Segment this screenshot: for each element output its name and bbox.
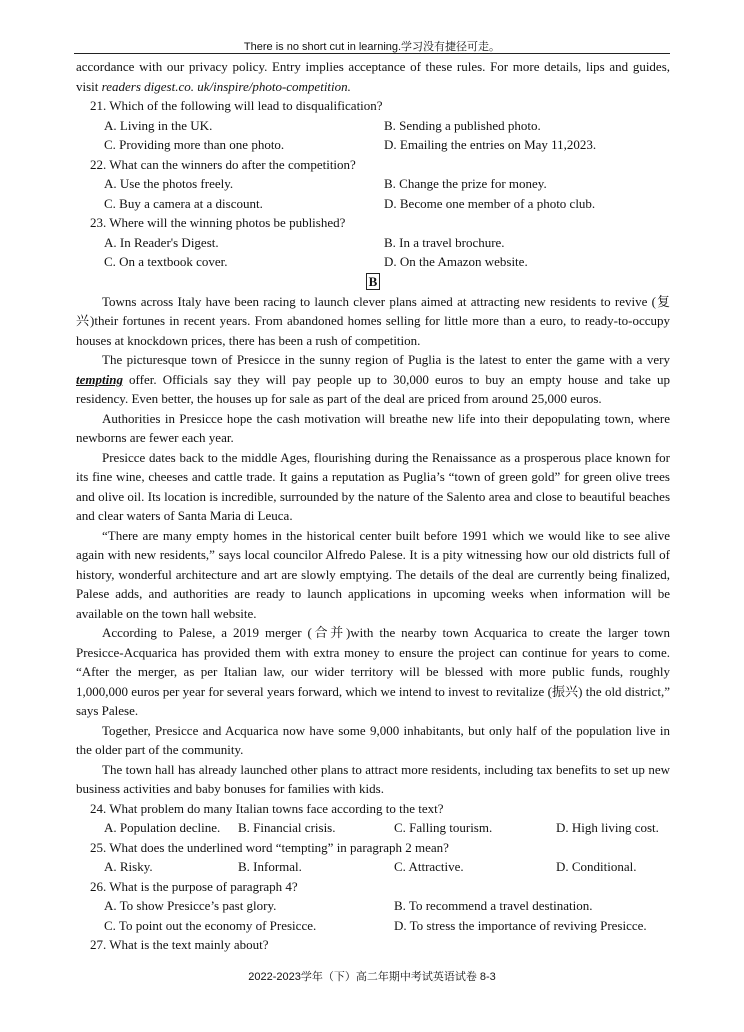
passage-paragraph-1: Towns across Italy have been racing to launch clever plans aimed at attracting new residents to revive (复兴)their fortunes in recent years. From abandoned homes selling for little more than a euro, to ready-to-occupy houses at knockdown prices, there has been a rush of competition. — [76, 293, 670, 348]
question-21-options-row-2 — [76, 135, 670, 155]
page-footer: 2022-2023学年（下）高二年期中考试英语试卷 8-3 — [248, 971, 496, 983]
paragraph-2-end: offer. Officials say they will pay people up to 30,000 euros to buy an empty house and take up residency. Even better, the houses up for sale as part of the deal are priced from around 25,000 euros. — [76, 371, 670, 406]
passage-paragraph-8: The town hall has already launched other plans to attract more residents, including tax benefits to set up new business activities and baby bonuses for families with kids. — [76, 761, 670, 796]
question-27-stem: 27. What is the text mainly about? — [90, 937, 269, 952]
question-23-options-row-1 — [76, 233, 670, 253]
option-26a: A. To show Presicce’s past glory. — [104, 898, 277, 913]
option-24d: D. High living cost. — [556, 820, 659, 835]
option-26b: B. To recommend a travel destination. — [394, 898, 593, 913]
intro-url: readers digest.co. uk/inspire/photo-competition. — [101, 78, 351, 94]
option-23a: A. In Reader's Digest. — [104, 234, 219, 250]
question-24-stem: 24. What problem do many Italian towns face according to the text? — [90, 800, 444, 816]
option-21d: D. Emailing the entries on May 11,2023. — [384, 137, 597, 152]
option-22c: C. Buy a camera at a discount. — [104, 195, 263, 211]
paragraph-2-start: The picturesque town of Presicce in the sunny region of Puglia is the latest to enter the game with a very — [102, 352, 670, 367]
question-21-options-row-1 — [76, 116, 670, 136]
question-24-options — [76, 818, 670, 838]
option-26d: D. To stress the importance of reviving Presicce. — [394, 917, 647, 933]
question-21-stem: 21. Which of the following will lead to disqualification? — [90, 98, 383, 113]
page-content — [76, 57, 670, 955]
option-26c: C. To point out the economy of Presicce. — [104, 917, 317, 933]
question-23-options-row-2 — [76, 252, 670, 272]
option-22a: A. Use the photos freely. — [104, 176, 234, 191]
option-24c: C. Falling tourism. — [394, 820, 493, 835]
section-b-label: B — [366, 273, 381, 290]
option-23d: D. On the Amazon website. — [384, 254, 528, 269]
option-21b: B. Sending a published photo. — [384, 117, 541, 133]
passage-paragraph-5: “There are many empty homes in the historical center built before 1991 which we would like to see alive again with new residents,” says local councilor Alfredo Palese. It is a pity witnessing how our old districts full of history, wonderful architecture and art are slowly emptying. The details of the deal are currently being finalized, Palese adds, and authorities are ready to launch applications in upcoming weeks when information will be available on the town hall website. — [76, 527, 670, 621]
option-22d: D. Become one member of a photo club. — [384, 195, 596, 211]
option-21a: A. Living in the UK. — [104, 117, 213, 133]
option-25d: D. Conditional. — [556, 859, 637, 874]
question-25-options — [76, 857, 670, 877]
question-22-options-row-2 — [76, 194, 670, 214]
option-25b: B. Informal. — [238, 859, 302, 874]
option-25a: A. Risky. — [104, 859, 153, 874]
option-23b: B. In a travel brochure. — [384, 234, 505, 250]
option-23c: C. On a textbook cover. — [104, 254, 228, 269]
page-header: There is no short cut in learning.学习没有捷径可走。 — [243, 41, 501, 53]
option-24b: B. Financial crisis. — [238, 820, 336, 835]
option-24a: A. Population decline. — [104, 820, 221, 835]
underlined-word-tempting: tempting — [76, 371, 123, 387]
question-22-stem: 22. What can the winners do after the competition? — [90, 156, 356, 172]
question-26-options-row-2 — [76, 916, 670, 936]
intro-line-1: accordance with our privacy policy. Entry implies acceptance of these rules. For more details, lips and — [76, 59, 629, 74]
question-26-stem: 26. What is the purpose of paragraph 4? — [90, 878, 298, 894]
option-21c: C. Providing more than one photo. — [104, 137, 285, 152]
passage-paragraph-6: According to Palese, a 2019 merger (合并)with the nearby town Acquarica to create the larger town Presicce-Acquarica has provided them with extra money to ensure the project can continue for years to come. “After the merger, as per Italian law, our wider territory will be blessed with more public funds, roughly 1,000,000 euros per year for several years forward, which we intend to invest to revitalize (振兴) the old district,” says Palese. — [76, 625, 670, 718]
passage-paragraph-4: Presicce dates back to the middle Ages, flourishing during the Renaissance as a prosperous place known for its fine wine, cheeses and cattle trade. It gains a reputation as Puglia’s “town of green gold” for green olive trees and olive oil. Its location is incredible, surrounded by the nature of the Salento area and close to beautiful beaches and clear waters of Santa Maria di Leuca. — [76, 449, 670, 523]
intro-line-2-text: guides, visit — [76, 59, 671, 94]
question-25-stem: 25. What does the underlined word “tempting” in paragraph 2 mean? — [90, 839, 449, 855]
question-26-options-row-1 — [76, 896, 670, 916]
question-22-options-row-1 — [76, 174, 670, 194]
passage-paragraph-3: Authorities in Presicce hope the cash motivation will breathe new life into their depopulating town, where newborns are fewer each year. — [76, 410, 670, 445]
header-rule — [74, 53, 670, 54]
passage-paragraph-2 — [76, 350, 670, 409]
passage-paragraph-7: Together, Presicce and Acquarica now have some 9,000 inhabitants, but only half of the population live in the older part of the community. — [76, 722, 670, 757]
section-b-heading — [76, 272, 670, 292]
intro-paragraph — [76, 57, 670, 96]
option-25c: C. Attractive. — [394, 859, 464, 874]
question-23-stem: 23. Where will the winning photos be published? — [90, 215, 346, 230]
option-22b: B. Change the prize for money. — [384, 176, 547, 191]
